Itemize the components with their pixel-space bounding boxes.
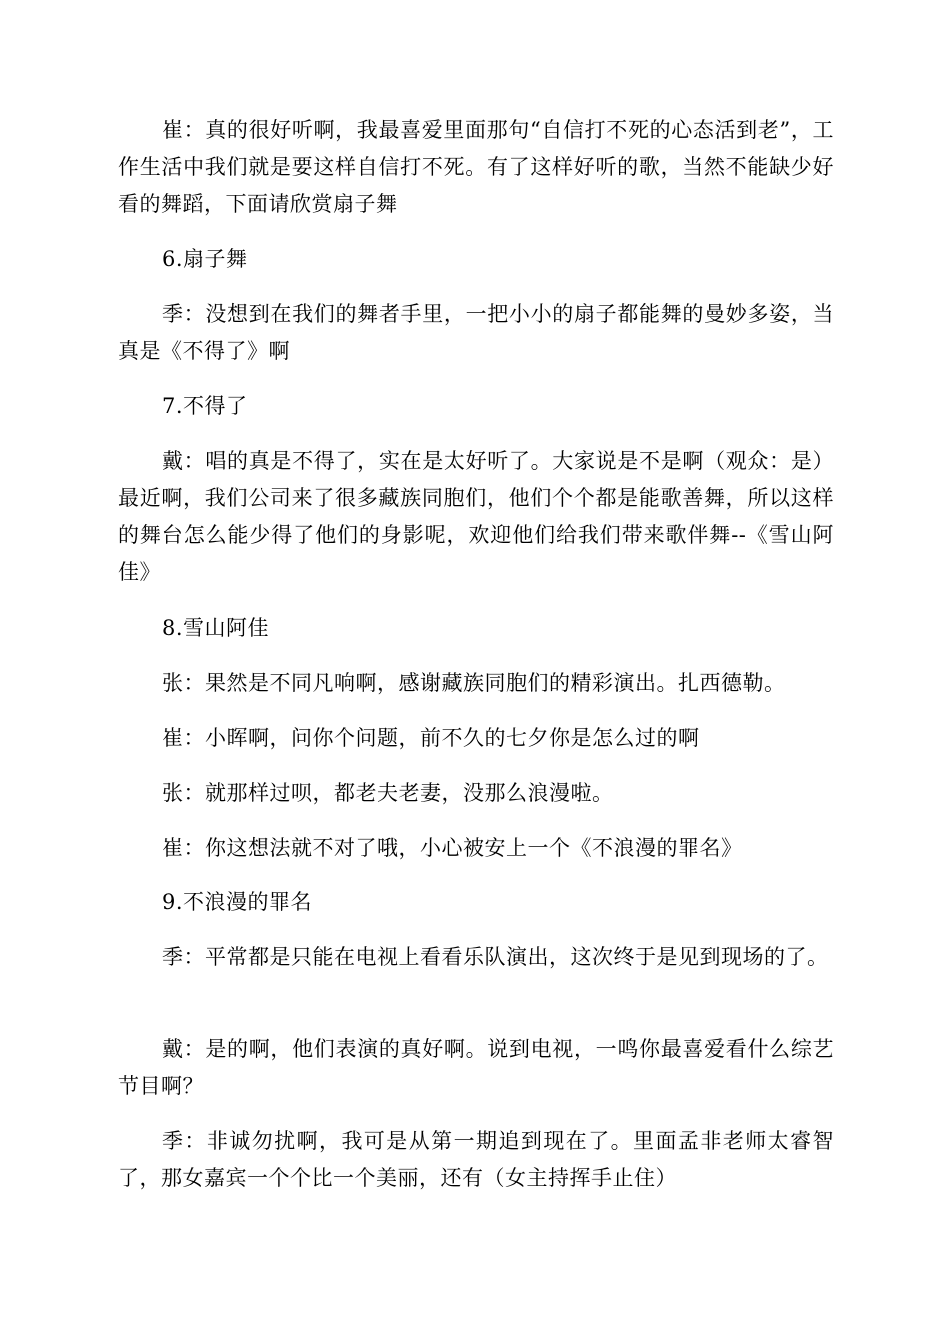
program-item-9: 9.不浪漫的罪名 <box>162 890 313 914</box>
paragraph-dai-tv: 戴：是的啊，他们表演的真好啊。说到电视，一鸣你最喜爱看什么综艺节目啊？ <box>118 1037 834 1098</box>
paragraph-ji-band: 季：平常都是只能在电视上看看乐队演出，这次终于是见到现场的了。 <box>162 945 829 969</box>
paragraph-ji-show: 季：非诚勿扰啊，我可是从第一期追到现在了。里面孟非老师太睿智了，那女嘉宾一个个比一个美丽，还有（女主持挥手止住） <box>118 1129 834 1190</box>
paragraph-cui-romance: 崔：你这想法就不对了哦，小心被安上一个《不浪漫的罪名》 <box>162 836 743 860</box>
paragraph-zhang-qixi-answer: 张：就那样过呗，都老夫老妻，没那么浪漫啦。 <box>162 781 614 805</box>
program-item-6: 6.扇子舞 <box>162 247 248 271</box>
paragraph-cui-qixi-question: 崔：小晖啊，问你个问题，前不久的七夕你是怎么过的啊 <box>162 726 700 750</box>
paragraph-ji-fan-dance: 季：没想到在我们的舞者手里，一把小小的扇子都能舞的曼妙多姿，当真是《不得了》啊 <box>118 302 834 363</box>
program-item-8: 8.雪山阿佳 <box>162 616 270 640</box>
paragraph-cui-song-comment: 崔：真的很好听啊，我最喜爱里面那句“自信打不死的心态活到老”，工作生活中我们就是要这样自信打不死。有了这样好听的歌，当然不能缺少好看的舞蹈，下面请欣赏扇子舞 <box>118 118 834 216</box>
paragraph-zhang-thanks: 张：果然是不同凡响啊，感谢藏族同胞们的精彩演出。扎西德勒。 <box>162 671 786 695</box>
paragraph-dai-tibetan-intro: 戴：唱的真是不得了，实在是太好听了。大家说是不是啊（观众：是）最近啊，我们公司来了很多藏族同胞们，他们个个都是能歌善舞，所以这样的舞台怎么能少得了他们的身影呢，欢迎他们给我们带来歌伴舞--《雪山阿佳》 <box>118 449 834 584</box>
program-item-7: 7.不得了 <box>162 394 248 418</box>
